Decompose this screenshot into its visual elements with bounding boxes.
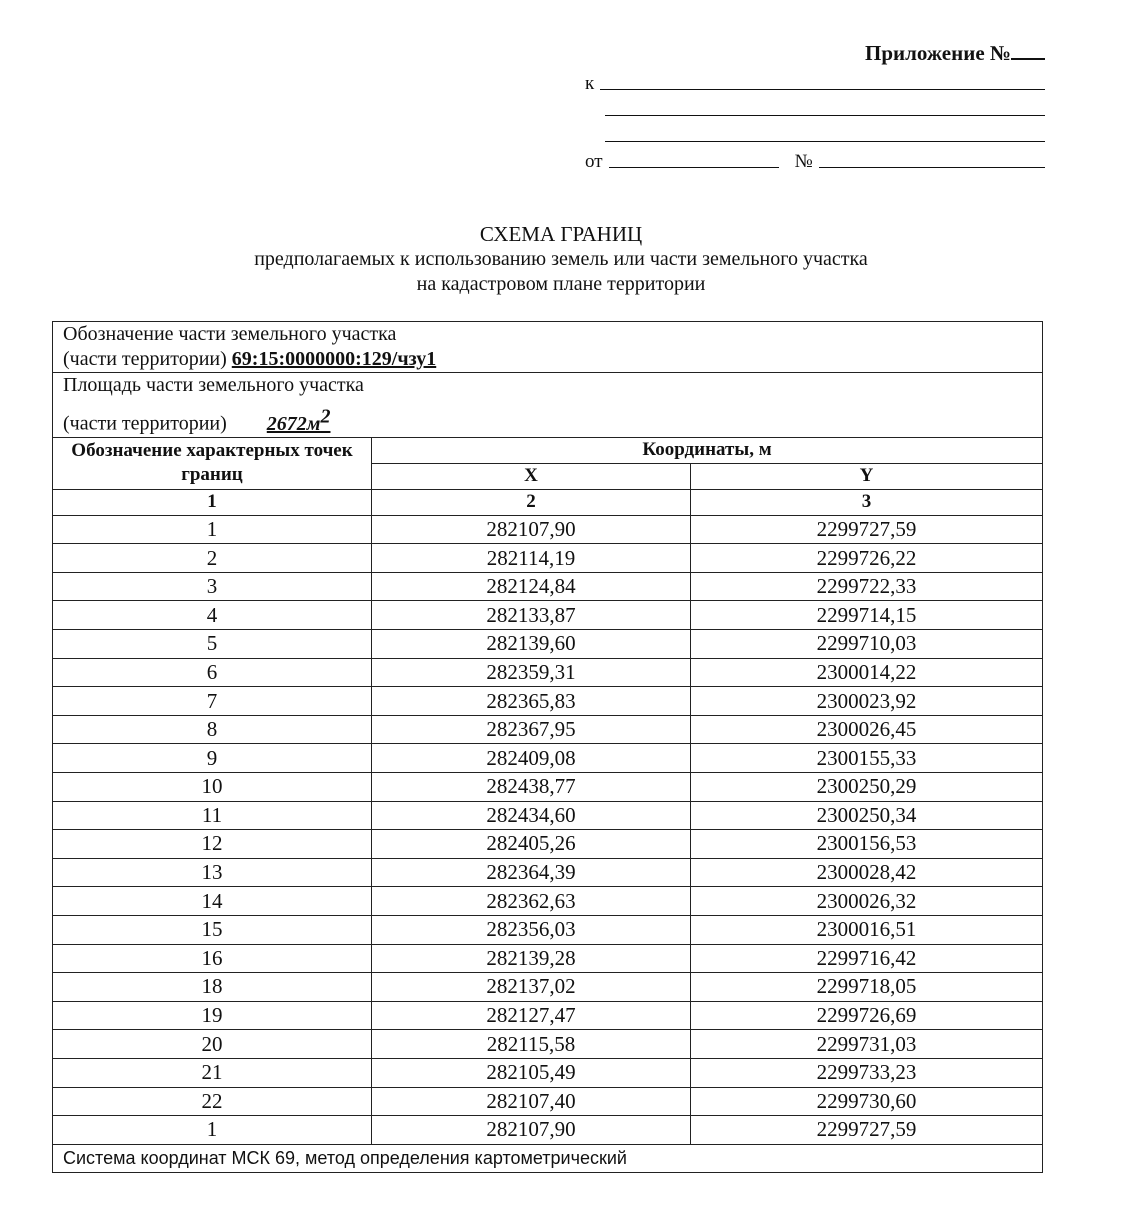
title-main: СХЕМА ГРАНИЦ xyxy=(479,222,643,246)
cell-point: 15 xyxy=(53,915,372,944)
from-label: от xyxy=(585,151,603,172)
table-row xyxy=(53,1001,1043,1030)
cell-y: 2299727,59 xyxy=(691,515,1043,544)
cell-x: 282115,58 xyxy=(372,1030,691,1059)
table-row xyxy=(53,572,1043,601)
table-row xyxy=(53,515,1043,544)
table-row xyxy=(53,744,1043,773)
cell-point: 3 xyxy=(53,572,372,601)
designation-row xyxy=(53,322,1043,373)
cell-y: 2300156,53 xyxy=(691,830,1043,859)
table-row xyxy=(53,887,1043,916)
cell-x: 282434,60 xyxy=(372,801,691,830)
table-row xyxy=(53,715,1043,744)
designation-cell xyxy=(53,322,1043,373)
cell-point: 22 xyxy=(53,1087,372,1116)
table-row xyxy=(53,973,1043,1002)
to-line-2 xyxy=(585,94,1045,120)
cell-point: 8 xyxy=(53,715,372,744)
date-number-line xyxy=(585,146,1045,172)
cell-y: 2300016,51 xyxy=(691,915,1043,944)
cell-y: 2299726,22 xyxy=(691,544,1043,573)
area-value xyxy=(266,405,331,435)
appendix-title xyxy=(585,38,1045,68)
area-cell xyxy=(53,373,1043,438)
to-blank-3 xyxy=(605,140,1045,142)
cell-y: 2300023,92 xyxy=(691,687,1043,716)
appendix-header xyxy=(585,38,1045,172)
table-row xyxy=(53,544,1043,573)
to-line xyxy=(585,68,1045,94)
cell-y: 2300014,22 xyxy=(691,658,1043,687)
cell-point: 18 xyxy=(53,973,372,1002)
cell-y: 2299730,60 xyxy=(691,1087,1043,1116)
cell-x: 282367,95 xyxy=(372,715,691,744)
y-header: Y xyxy=(691,463,1043,489)
cell-x: 282438,77 xyxy=(372,773,691,802)
cell-point: 2 xyxy=(53,544,372,573)
column-number-3: 3 xyxy=(691,489,1043,515)
cell-x: 282107,40 xyxy=(372,1087,691,1116)
cell-x: 282362,63 xyxy=(372,887,691,916)
table-row xyxy=(53,1058,1043,1087)
cell-point: 9 xyxy=(53,744,372,773)
cell-x: 282124,84 xyxy=(372,572,691,601)
cell-point: 14 xyxy=(53,887,372,916)
cell-y: 2299718,05 xyxy=(691,973,1043,1002)
table-row xyxy=(53,915,1043,944)
appendix-label: Приложение № xyxy=(864,41,1011,65)
cell-point: 19 xyxy=(53,1001,372,1030)
cell-point: 10 xyxy=(53,773,372,802)
cell-point: 20 xyxy=(53,1030,372,1059)
cell-point: 1 xyxy=(53,515,372,544)
number-label: № xyxy=(794,151,813,172)
table-row xyxy=(53,773,1043,802)
cell-point: 7 xyxy=(53,687,372,716)
cell-x: 282356,03 xyxy=(372,915,691,944)
cell-y: 2299710,03 xyxy=(691,630,1043,659)
table-row xyxy=(53,944,1043,973)
cell-x: 282137,02 xyxy=(372,973,691,1002)
appendix-number-blank xyxy=(1011,40,1045,60)
cell-y: 2299716,42 xyxy=(691,944,1043,973)
table-row xyxy=(53,658,1043,687)
cell-x: 282405,26 xyxy=(372,830,691,859)
table-row xyxy=(53,830,1043,859)
to-line-3 xyxy=(585,120,1045,146)
cell-point: 1 xyxy=(53,1116,372,1145)
cadastral-number: 69:15:0000000:129/чзу1 xyxy=(231,348,437,370)
table-row xyxy=(53,601,1043,630)
table-row xyxy=(53,801,1043,830)
cell-y: 2299714,15 xyxy=(691,601,1043,630)
cell-point: 21 xyxy=(53,1058,372,1087)
table-row xyxy=(53,858,1043,887)
table-row xyxy=(53,1030,1043,1059)
cell-x: 282114,19 xyxy=(372,544,691,573)
cell-point: 13 xyxy=(53,858,372,887)
cell-x: 282107,90 xyxy=(372,515,691,544)
document-title xyxy=(0,222,1122,297)
cell-point: 6 xyxy=(53,658,372,687)
designation-label-1: Обозначение части земельного участка xyxy=(63,323,397,345)
to-blank xyxy=(600,88,1045,90)
coordinates-header: Координаты, м xyxy=(372,437,1043,463)
cell-y: 2299733,23 xyxy=(691,1058,1043,1087)
cell-x: 282359,31 xyxy=(372,658,691,687)
footer-row xyxy=(53,1144,1043,1172)
date-blank xyxy=(609,166,779,168)
title-line-2: предполагаемых к использованию земель или части земельного участка xyxy=(254,248,868,270)
cell-y: 2300250,29 xyxy=(691,773,1043,802)
cell-y: 2299726,69 xyxy=(691,1001,1043,1030)
cell-y: 2299722,33 xyxy=(691,572,1043,601)
area-row xyxy=(53,373,1043,438)
cell-y: 2300250,34 xyxy=(691,801,1043,830)
column-number-row xyxy=(53,489,1043,515)
x-header: X xyxy=(372,463,691,489)
cell-point: 11 xyxy=(53,801,372,830)
table-row xyxy=(53,1116,1043,1145)
table-row xyxy=(53,1087,1043,1116)
coordinates-table xyxy=(52,321,1043,1173)
cell-point: 4 xyxy=(53,601,372,630)
cell-y: 2299727,59 xyxy=(691,1116,1043,1145)
to-label: к xyxy=(585,73,595,94)
area-label-1: Площадь части земельного участка xyxy=(63,374,364,396)
cell-point: 5 xyxy=(53,630,372,659)
cell-point: 16 xyxy=(53,944,372,973)
cell-y: 2300155,33 xyxy=(691,744,1043,773)
cell-x: 282139,28 xyxy=(372,944,691,973)
cell-point: 12 xyxy=(53,830,372,859)
cell-x: 282409,08 xyxy=(372,744,691,773)
area-number: 2672м xyxy=(266,412,321,435)
points-column-header: Обозначение характерных точек границ xyxy=(53,437,372,489)
column-number-1: 1 xyxy=(53,489,372,515)
header-row-1 xyxy=(53,437,1043,463)
coordinate-system-note: Система координат МСК 69, метод определения картометрический xyxy=(53,1144,1043,1172)
cell-y: 2300028,42 xyxy=(691,858,1043,887)
cell-y: 2300026,45 xyxy=(691,715,1043,744)
cell-x: 282139,60 xyxy=(372,630,691,659)
cell-x: 282133,87 xyxy=(372,601,691,630)
area-label-2: (части территории) xyxy=(63,412,227,435)
cell-x: 282105,49 xyxy=(372,1058,691,1087)
cell-x: 282107,90 xyxy=(372,1116,691,1145)
cell-x: 282365,83 xyxy=(372,687,691,716)
designation-label-2: (части территории) xyxy=(63,348,227,370)
table-row xyxy=(53,687,1043,716)
to-blank-2 xyxy=(605,114,1045,116)
number-blank xyxy=(819,166,1045,168)
title-line-3: на кадастровом плане территории xyxy=(416,273,706,295)
cell-x: 282364,39 xyxy=(372,858,691,887)
cell-x: 282127,47 xyxy=(372,1001,691,1030)
column-number-2: 2 xyxy=(372,489,691,515)
table-row xyxy=(53,630,1043,659)
area-unit-superscript: 2 xyxy=(320,405,331,427)
cell-y: 2300026,32 xyxy=(691,887,1043,916)
cell-y: 2299731,03 xyxy=(691,1030,1043,1059)
